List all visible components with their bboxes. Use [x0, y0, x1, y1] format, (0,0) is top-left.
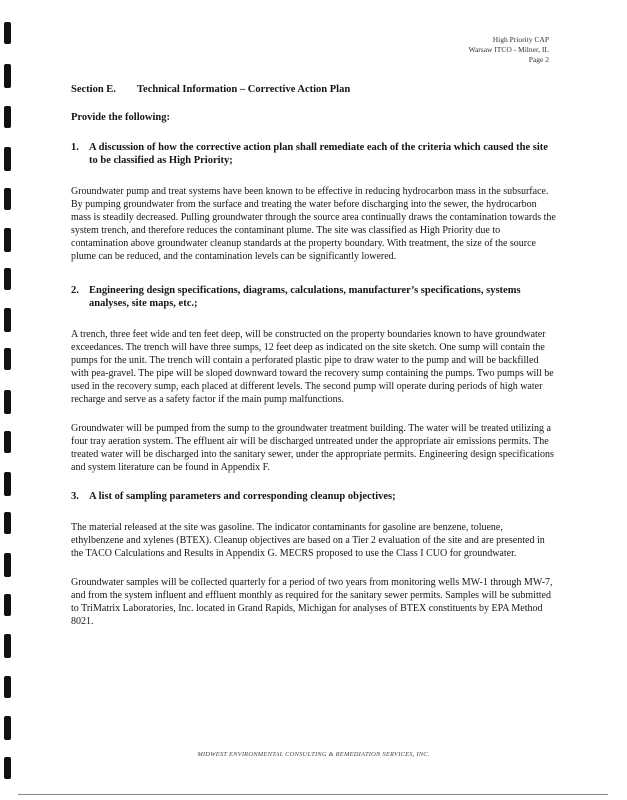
document-body	[71, 84, 556, 644]
header-doc-title: High Priority CAP	[492, 35, 549, 44]
page-footer: MIDWEST ENVIRONMENTAL CONSULTING & REMEDIATION SERVICES, INC.	[197, 751, 430, 758]
section-title	[71, 84, 556, 95]
item-2-paragraph-2: Groundwater will be pumped from the sump to the groundwater treatment building. The water will be treated utilizing a four tray aeration system. The effluent air will be discharged untreated under the appropriate air emissions permits. The treated water will be discharged into the sanitary sewer, under the appropriate permits. Engineering design specifications and system literature can be found in Appendix F.	[71, 423, 554, 473]
header-site: Warsaw ITCO - Milner, IL	[468, 45, 549, 54]
section-label: Section E.	[71, 84, 116, 95]
item-2-paragraph-1: A trench, three feet wide and ten feet deep, will be constructed on the property boundaries known to have groundwater exceedances. The trench will have three sumps, 12 feet deep as indicated on the site sketch. One sump will contain the pumps for the unit. The trench will contain a perforated plastic pipe to draw water to the pump and will be backfilled with pea-gravel. The pipe will be sloped downward toward the recovery sump containing the pumps. Two pumps will be used in the recovery sump, each placed at different levels. The second pump will operate during periods of high water recharge and serve as a safety factor if the main pump malfunctions.	[71, 329, 554, 405]
item-2-heading	[71, 284, 556, 310]
item-3-paragraph-1: The material released at the site was gasoline. The indicator contaminants for gasoline are benzene, toluene, ethylbenzene and xylenes (BTEX). Cleanup objectives are based on a Tier 2 evaluation of the site and are presented in the TACO Calculations and Results in Appendix G. MECRS proposed to use the Class I CUO for groundwater.	[71, 522, 545, 559]
bottom-rule	[18, 794, 608, 795]
provide-heading: Provide the following:	[71, 112, 170, 123]
item-1-title: A discussion of how the corrective action plan shall remediate each of the criteria which caused the site to be classified as High Priority;	[89, 142, 548, 166]
item-1-number: 1.	[71, 142, 79, 153]
item-3-number: 3.	[71, 491, 79, 502]
item-2-title: Engineering design specifications, diagrams, calculations, manufacturer’s specifications, systems analyses, site maps, etc.;	[89, 285, 521, 309]
item-3-title: A list of sampling parameters and corresponding cleanup objectives;	[89, 491, 396, 502]
header-page-number: Page 2	[528, 55, 549, 64]
section-heading: Technical Information – Corrective Action Plan	[137, 84, 351, 95]
item-1-paragraph: Groundwater pump and treat systems have been known to be effective in reducing hydrocarbon mass in the subsurface. By pumping groundwater from the surface and treating the water before discharging into the sewer, the hydrocarbon mass is steadily decreased. Pulling groundwater through the source area continually draws the contamination towards the system trench, and therefore reduces the contaminant plume. The site was classified as High Priority due to contamination above groundwater cleanup standards at the property boundary. With treatment, the size of the source plume can be reduced, and the contamination levels can be significantly lowered.	[71, 186, 556, 262]
item-3-paragraph-2: Groundwater samples will be collected quarterly for a period of two years from monitoring wells MW-1 through MW-7, and from the system influent and effluent monthly as required for the sanitary sewer permits. Samples will be submitted to TriMatrix Laboratories, Inc. located in Grand Rapids, Michigan for analyses of BTEX constituents by EPA Method 8021.	[71, 577, 553, 627]
item-2-number: 2.	[71, 285, 79, 296]
item-3-heading	[71, 490, 556, 503]
binding-holes	[4, 0, 14, 800]
item-1-heading	[71, 141, 556, 167]
page-header	[468, 35, 549, 65]
